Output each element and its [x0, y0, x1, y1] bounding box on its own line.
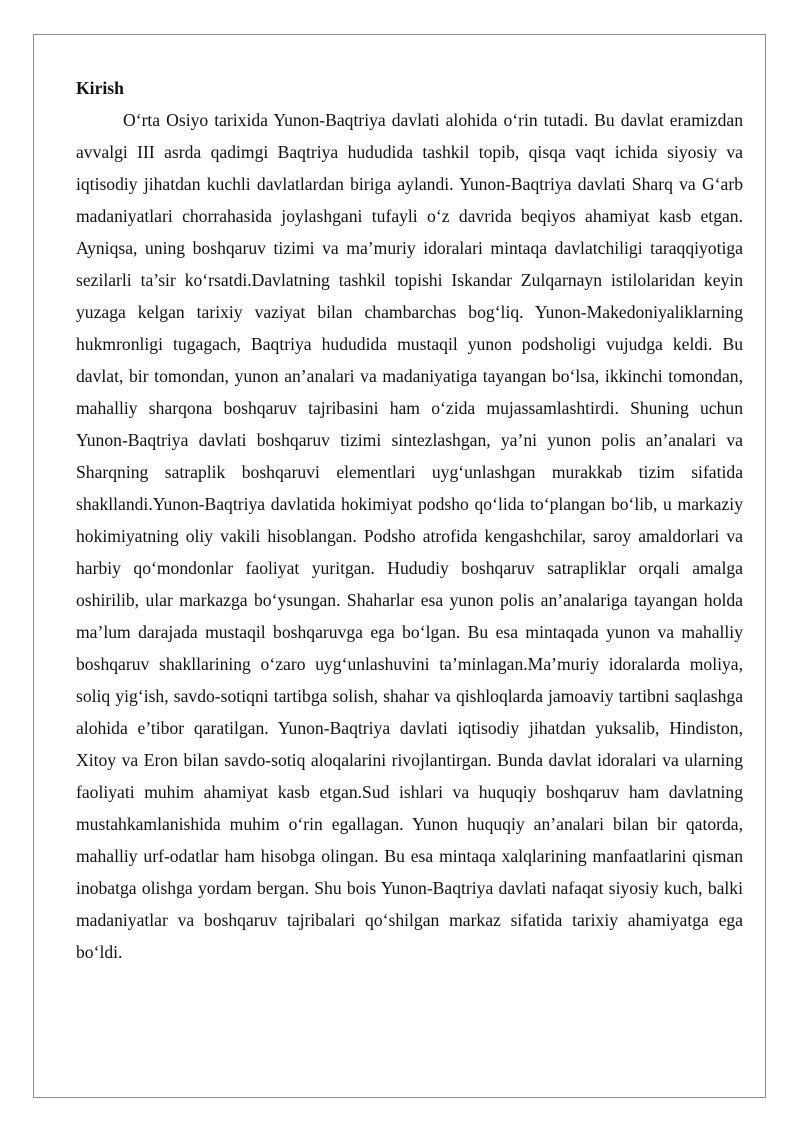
document-body: [76, 72, 743, 968]
body-paragraph: O‘rta Osiyo tarixida Yunon-Baqtriya davlati alohida o‘rin tutadi. Bu davlat eramizdan avvalgi III asrda qadimgi Baqtriya hududida tashkil topib, qisqa vaqt ichida siyosiy va iqtisodiy jihatdan kuchli davlatlardan biriga aylandi. Yunon-Baqtriya davlati Sharq va G‘arb madaniyatlari chorrahasida joylashgani tufayli o‘z davrida beqiyos ahamiyat kasb etgan. Ayniqsa, uning boshqaruv tizimi va ma’muriy idoralari mintaqa davlatchiligi taraqqiyotiga sezilarli ta’sir ko‘rsatdi.Davlatning tashkil topishi Iskandar Zulqarnayn istilolaridan keyin yuzaga kelgan tarixiy vaziyat bilan chambarchas bog‘liq. Yunon-Makedoniyaliklarning hukmronligi tugagach, Baqtriya hududida mustaqil yunon podsholigi vujudga keldi. Bu davlat, bir tomondan, yunon an’analari va madaniyatiga tayangan bo‘lsa, ikkinchi tomondan, mahalliy sharqona boshqaruv tajribasini ham o‘zida mujassamlashtirdi. Shuning uchun Yunon-Baqtriya davlati boshqaruv tizimi sintezlashgan, ya’ni yunon polis an’analari va Sharqning satraplik boshqaruvi elementlari uyg‘unlashgan murakkab tizim sifatida shakllandi.Yunon-Baqtriya davlatida hokimiyat podsho qo‘lida to‘plangan bo‘lib, u markaziy hokimiyatning oliy vakili hisoblangan. Podsho atrofida kengashchilar, saroy amaldorlari va harbiy qo‘mondonlar faoliyat yuritgan. Hududiy boshqaruv satrapliklar orqali amalga oshirilib, ular markazga bo‘ysungan. Shaharlar esa yunon polis an’analariga tayangan holda ma’lum darajada mustaqil boshqaruvga ega bo‘lgan. Bu esa mintaqada yunon va mahalliy boshqaruv shakllarining o‘zaro uyg‘unlashuvini ta’minlagan.Ma’muriy idoralarda moliya, soliq yig‘ish, savdo-sotiqni tartibga solish, shahar va qishloqlarda jamoaviy tartibni saqlashga alohida e’tibor qaratilgan. Yunon-Baqtriya davlati iqtisodiy jihatdan yuksalib, Hindiston, Xitoy va Eron bilan savdo-sotiq aloqalarini rivojlantirgan. Bunda davlat idoralari va ularning faoliyati muhim ahamiyat kasb etgan.Sud ishlari va huquqiy boshqaruv ham davlatning mustahkamlanishida muhim o‘rin egallagan. Yunon huquqiy an’analari bilan bir qatorda, mahalliy urf-odatlar ham hisobga olingan. Bu esa mintaqa xalqlarining manfaatlarini qisman inobatga olishga yordam bergan. Shu bois Yunon-Baqtriya davlati nafaqat siyosiy kuch, balki madaniyatlar va boshqaruv tajribalari qo‘shilgan markaz sifatida tarixiy ahamiyatga ega bo‘ldi.: [76, 110, 743, 962]
section-heading: Kirish: [76, 78, 124, 98]
